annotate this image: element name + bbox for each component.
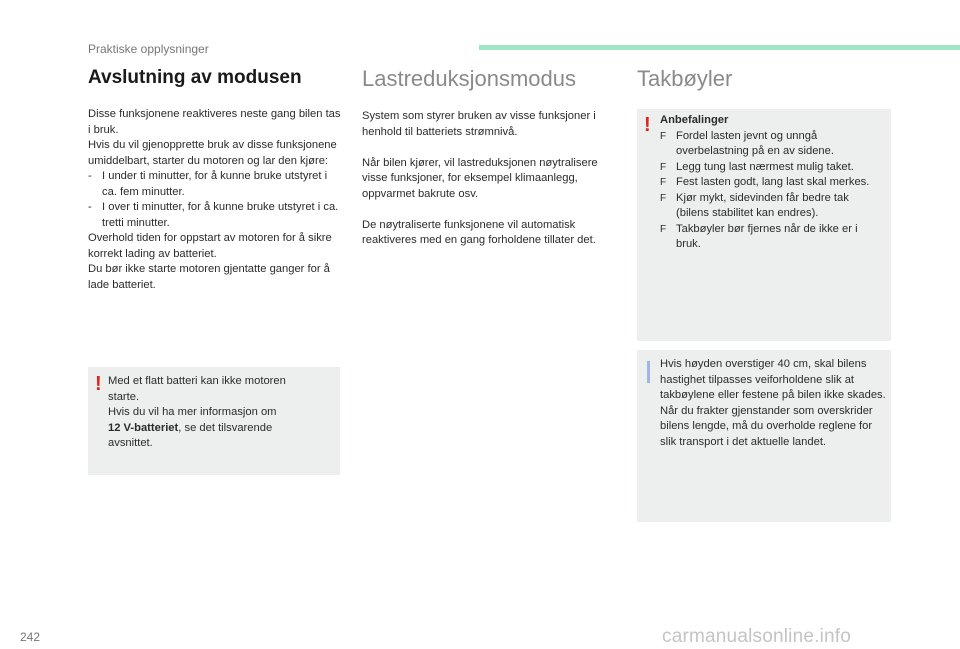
- list-item: [660, 175, 884, 191]
- list-item-text: I over ti minutter, for å kunne bruke utstyret i ca. tretti minutter.: [102, 201, 339, 229]
- heading-takboyler: Takbøyler: [637, 66, 733, 91]
- heading-lastreduksjon: Lastreduksjonsmodus: [362, 66, 577, 91]
- list-item: [88, 200, 342, 231]
- warning-icon: !: [95, 373, 102, 395]
- checkbox-marker-icon: F: [660, 192, 667, 204]
- header-accent-bar: [479, 45, 960, 50]
- warning-line: Hvis du vil ha mer informasjon om: [108, 406, 277, 418]
- info-paragraph: Hvis høyden overstiger 40 cm, skal bilens hastighet tilpasses veiforholdene slik at takbøylene eller festene på bilen ikke skades.: [660, 358, 886, 401]
- warning-icon: !: [644, 114, 651, 136]
- warning-box-battery: [88, 367, 340, 475]
- column-avslutning: [88, 66, 342, 293]
- section-header: Praktiske opplysninger: [88, 42, 209, 56]
- battery-reference: 12 V-batteriet: [108, 421, 179, 434]
- warning-line: Med et flatt batteri kan ikke motoren starte.: [108, 375, 286, 403]
- paragraph: Hvis du vil gjenopprette bruk av disse funksjonene umiddelbart, starter du motoren og lar den kjøre:: [88, 139, 337, 167]
- paragraph: Overhold tiden for oppstart av motoren for å sikre korrekt lading av batteriet.: [88, 232, 332, 260]
- checkbox-marker-icon: F: [660, 130, 667, 142]
- list-item-text: Kjør mykt, sidevinden får bedre tak (bilens stabilitet kan endres).: [676, 191, 849, 219]
- warning-line: [108, 421, 320, 452]
- list-item: [660, 160, 884, 176]
- dash-marker: -: [88, 170, 92, 182]
- info-paragraph: Når du frakter gjenstander som overskrider bilens lengde, må du overholde reglene for slik transport i det aktuelle landet.: [660, 404, 873, 448]
- list-item-text: Takbøyler bør fjernes når de ikke er i bruk.: [676, 222, 858, 250]
- checkbox-marker-icon: F: [660, 177, 667, 188]
- recommendations-heading: Anbefalinger: [660, 114, 729, 126]
- list-item-text: Fordel lasten jevnt og unngå overbelastning på en av sidene.: [676, 129, 834, 157]
- warning-tail: , se det tilsvarende avsnittet.: [108, 421, 273, 449]
- list-item: [660, 222, 884, 253]
- list-item: [660, 129, 884, 160]
- checkbox-marker-icon: F: [660, 223, 667, 235]
- paragraph: Disse funksjonene reaktiveres neste gang bilen tas i bruk.: [88, 108, 341, 136]
- watermark: carmanualsonline.info: [662, 626, 852, 647]
- info-box-height: [637, 350, 891, 522]
- info-icon: [647, 361, 650, 383]
- column-lastreduksjon: [362, 66, 618, 249]
- dash-marker: -: [88, 201, 92, 213]
- heading-avslutning: Avslutning av modusen: [88, 67, 302, 88]
- page-number: 242: [20, 630, 41, 644]
- paragraph: De nøytraliserte funksjonene vil automatisk reaktiveres med en gang forholdene tillater det.: [362, 218, 596, 246]
- paragraph: Når bilen kjører, vil lastreduksjonen nøytralisere visse funksjoner, for eksempel klimaanlegg, oppvarmet bakrute osv.: [362, 156, 598, 200]
- list-item: [88, 169, 342, 200]
- recommendations-list: [660, 113, 884, 253]
- paragraph: System som styrer bruken av visse funksjoner i henhold til batteriets strømnivå.: [362, 110, 596, 138]
- paragraph: Du bør ikke starte motoren gjentatte ganger for å lade batteriet.: [88, 263, 330, 291]
- list-item-text: I under ti minutter, for å kunne bruke utstyret i ca. fem minutter.: [102, 170, 328, 198]
- column-takboyler: [637, 66, 891, 109]
- warning-box-recommendations: [637, 109, 891, 341]
- list-item-text: Legg tung last nærmest mulig taket.: [676, 160, 854, 173]
- list-item: [660, 191, 884, 222]
- checkbox-marker-icon: F: [660, 161, 667, 173]
- warning-text: [108, 374, 320, 452]
- list-item-text: Fest lasten godt, lang last skal merkes.: [676, 176, 870, 188]
- info-text: [660, 357, 886, 450]
